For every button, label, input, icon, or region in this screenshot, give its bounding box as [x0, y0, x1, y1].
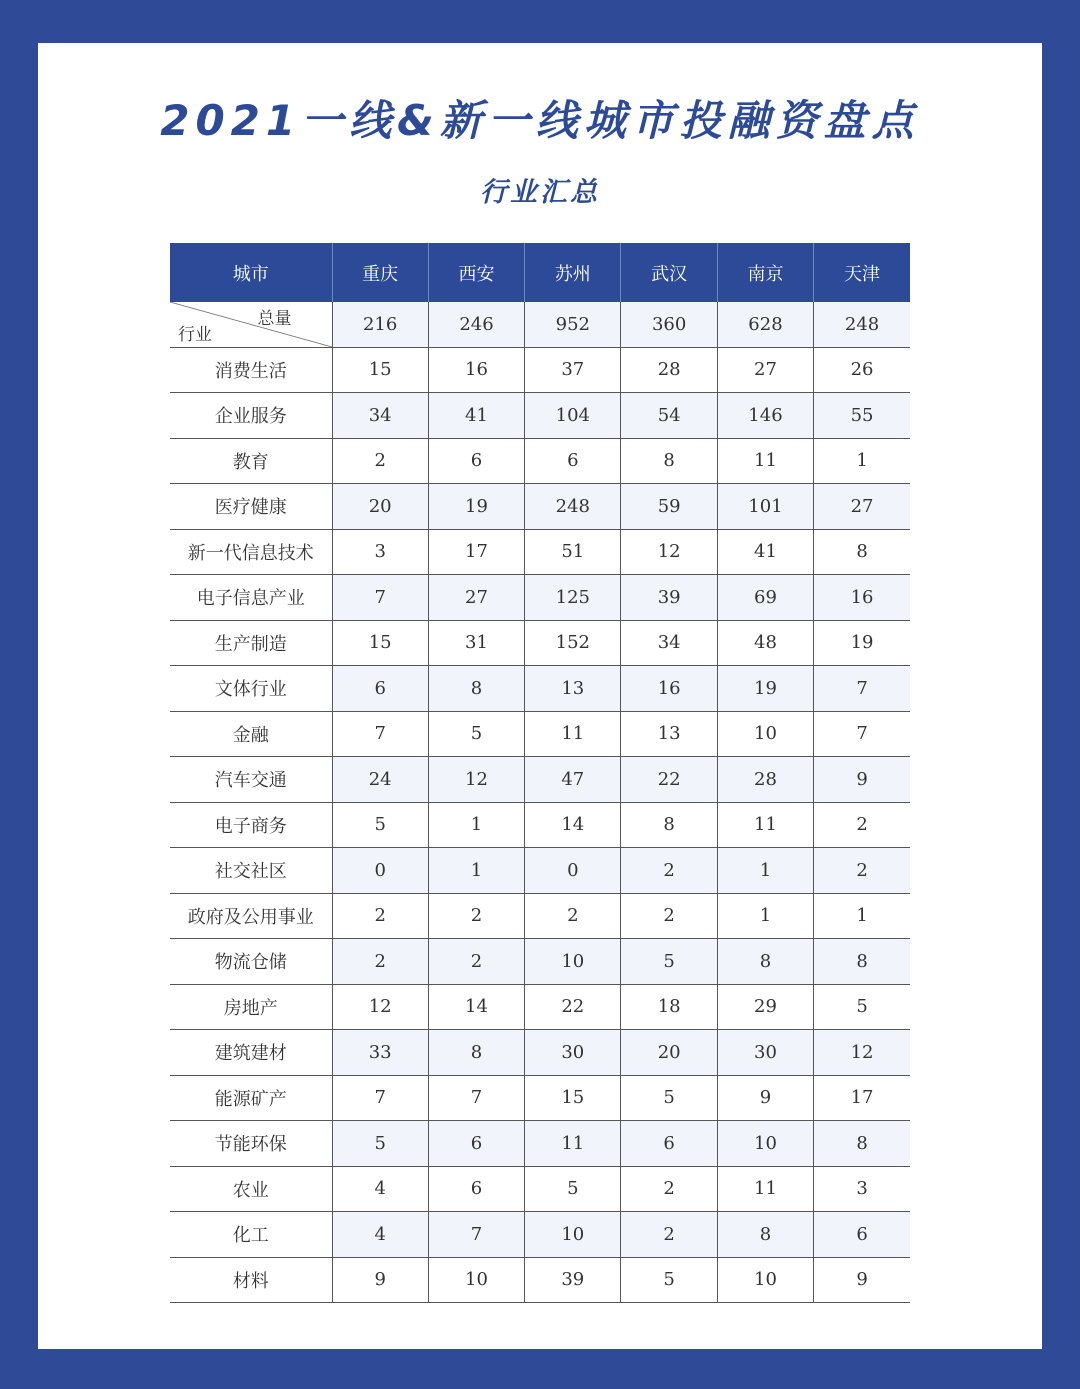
industry-label: 企业服务 — [170, 393, 332, 439]
value-cell: 15 — [332, 347, 428, 393]
value-cell: 26 — [814, 347, 910, 393]
value-cell: 10 — [428, 1257, 524, 1303]
diagonal-header-cell — [170, 302, 332, 347]
value-cell: 2 — [428, 939, 524, 985]
industry-label: 金融 — [170, 711, 332, 757]
totals-row — [170, 302, 910, 347]
value-cell: 2 — [621, 1212, 717, 1258]
value-cell: 3 — [814, 1166, 910, 1212]
value-cell: 20 — [332, 484, 428, 530]
value-cell: 28 — [621, 347, 717, 393]
value-cell: 31 — [428, 620, 524, 666]
value-cell: 22 — [525, 984, 621, 1030]
table-row — [170, 984, 910, 1030]
value-cell: 41 — [428, 393, 524, 439]
industry-label: 电子信息产业 — [170, 575, 332, 621]
value-cell: 101 — [717, 484, 813, 530]
value-cell: 5 — [525, 1166, 621, 1212]
total-cell: 246 — [428, 302, 524, 347]
table-row — [170, 1075, 910, 1121]
value-cell: 39 — [525, 1257, 621, 1303]
industry-label: 能源矿产 — [170, 1075, 332, 1121]
industry-label: 材料 — [170, 1257, 332, 1303]
industry-label: 化工 — [170, 1212, 332, 1258]
value-cell: 34 — [621, 620, 717, 666]
value-cell: 1 — [717, 893, 813, 939]
value-cell: 8 — [814, 529, 910, 575]
table-row — [170, 711, 910, 757]
value-cell: 17 — [814, 1075, 910, 1121]
value-cell: 2 — [814, 848, 910, 894]
table-row — [170, 848, 910, 894]
value-cell: 54 — [621, 393, 717, 439]
value-cell: 5 — [621, 939, 717, 985]
value-cell: 5 — [332, 802, 428, 848]
value-cell: 5 — [621, 1257, 717, 1303]
value-cell: 10 — [717, 1257, 813, 1303]
value-cell: 0 — [525, 848, 621, 894]
table-row — [170, 393, 910, 439]
table-row — [170, 666, 910, 712]
industry-label: 电子商务 — [170, 802, 332, 848]
table-row — [170, 757, 910, 803]
value-cell: 11 — [717, 1166, 813, 1212]
value-cell: 24 — [332, 757, 428, 803]
value-cell: 8 — [814, 1121, 910, 1167]
industry-label: 生产制造 — [170, 620, 332, 666]
value-cell: 8 — [621, 802, 717, 848]
value-cell: 13 — [525, 666, 621, 712]
value-cell: 7 — [332, 1075, 428, 1121]
value-cell: 15 — [332, 620, 428, 666]
value-cell: 4 — [332, 1212, 428, 1258]
table-row — [170, 347, 910, 393]
value-cell: 30 — [525, 1030, 621, 1076]
table-row — [170, 484, 910, 530]
table-row — [170, 620, 910, 666]
value-cell: 8 — [621, 438, 717, 484]
value-cell: 15 — [525, 1075, 621, 1121]
table-row — [170, 1212, 910, 1258]
value-cell: 10 — [525, 939, 621, 985]
value-cell: 2 — [525, 893, 621, 939]
value-cell: 11 — [717, 438, 813, 484]
value-cell: 6 — [621, 1121, 717, 1167]
value-cell: 9 — [332, 1257, 428, 1303]
industry-label: 医疗健康 — [170, 484, 332, 530]
value-cell: 5 — [428, 711, 524, 757]
industry-label: 社交社区 — [170, 848, 332, 894]
industry-label: 新一代信息技术 — [170, 529, 332, 575]
value-cell: 11 — [525, 1121, 621, 1167]
value-cell: 2 — [332, 939, 428, 985]
industry-summary-table — [170, 243, 910, 1303]
table-row — [170, 893, 910, 939]
header-city: 南京 — [717, 243, 813, 302]
value-cell: 7 — [332, 711, 428, 757]
header-city-label: 城市 — [170, 243, 332, 302]
value-cell: 11 — [717, 802, 813, 848]
page-title: 2021一线&新一线城市投融资盘点 — [160, 96, 920, 145]
industry-label: 物流仓储 — [170, 939, 332, 985]
table-row — [170, 529, 910, 575]
value-cell: 34 — [332, 393, 428, 439]
value-cell: 14 — [525, 802, 621, 848]
value-cell: 2 — [332, 438, 428, 484]
value-cell: 37 — [525, 347, 621, 393]
value-cell: 51 — [525, 529, 621, 575]
value-cell: 8 — [717, 1212, 813, 1258]
value-cell: 8 — [428, 1030, 524, 1076]
table-row — [170, 939, 910, 985]
header-row — [170, 243, 910, 302]
value-cell: 27 — [717, 347, 813, 393]
value-cell: 27 — [814, 484, 910, 530]
value-cell: 16 — [814, 575, 910, 621]
value-cell: 6 — [332, 666, 428, 712]
value-cell: 19 — [814, 620, 910, 666]
value-cell: 12 — [332, 984, 428, 1030]
industry-label: 房地产 — [170, 984, 332, 1030]
value-cell: 146 — [717, 393, 813, 439]
value-cell: 17 — [428, 529, 524, 575]
value-cell: 69 — [717, 575, 813, 621]
value-cell: 5 — [621, 1075, 717, 1121]
value-cell: 19 — [428, 484, 524, 530]
industry-label: 汽车交通 — [170, 757, 332, 803]
header-city: 苏州 — [525, 243, 621, 302]
value-cell: 5 — [332, 1121, 428, 1167]
industry-label: 教育 — [170, 438, 332, 484]
value-cell: 9 — [814, 1257, 910, 1303]
value-cell: 59 — [621, 484, 717, 530]
value-cell: 6 — [428, 1121, 524, 1167]
value-cell: 39 — [621, 575, 717, 621]
total-cell: 248 — [814, 302, 910, 347]
value-cell: 7 — [332, 575, 428, 621]
value-cell: 47 — [525, 757, 621, 803]
value-cell: 3 — [332, 529, 428, 575]
value-cell: 30 — [717, 1030, 813, 1076]
header-city: 西安 — [428, 243, 524, 302]
value-cell: 13 — [621, 711, 717, 757]
value-cell: 11 — [525, 711, 621, 757]
total-cell: 952 — [525, 302, 621, 347]
value-cell: 0 — [332, 848, 428, 894]
value-cell: 2 — [621, 893, 717, 939]
value-cell: 248 — [525, 484, 621, 530]
value-cell: 16 — [621, 666, 717, 712]
value-cell: 7 — [428, 1212, 524, 1258]
value-cell: 7 — [814, 666, 910, 712]
value-cell: 152 — [525, 620, 621, 666]
value-cell: 1 — [428, 848, 524, 894]
value-cell: 1 — [717, 848, 813, 894]
header-city: 重庆 — [332, 243, 428, 302]
value-cell: 125 — [525, 575, 621, 621]
value-cell: 2 — [428, 893, 524, 939]
value-cell: 41 — [717, 529, 813, 575]
value-cell: 20 — [621, 1030, 717, 1076]
value-cell: 6 — [428, 1166, 524, 1212]
value-cell: 1 — [814, 438, 910, 484]
value-cell: 10 — [525, 1212, 621, 1258]
value-cell: 5 — [814, 984, 910, 1030]
value-cell: 2 — [332, 893, 428, 939]
value-cell: 12 — [814, 1030, 910, 1076]
value-cell: 6 — [525, 438, 621, 484]
header-city: 天津 — [814, 243, 910, 302]
value-cell: 8 — [814, 939, 910, 985]
table-row — [170, 438, 910, 484]
diag-industry-label: 行业 — [178, 324, 212, 345]
value-cell: 9 — [814, 757, 910, 803]
value-cell: 10 — [717, 711, 813, 757]
value-cell: 4 — [332, 1166, 428, 1212]
industry-label: 节能环保 — [170, 1121, 332, 1167]
value-cell: 2 — [621, 848, 717, 894]
industry-label: 建筑建材 — [170, 1030, 332, 1076]
value-cell: 16 — [428, 347, 524, 393]
value-cell: 28 — [717, 757, 813, 803]
value-cell: 1 — [428, 802, 524, 848]
value-cell: 18 — [621, 984, 717, 1030]
value-cell: 14 — [428, 984, 524, 1030]
total-cell: 628 — [717, 302, 813, 347]
value-cell: 1 — [814, 893, 910, 939]
value-cell: 19 — [717, 666, 813, 712]
table-row — [170, 575, 910, 621]
table-row — [170, 1121, 910, 1167]
value-cell: 10 — [717, 1121, 813, 1167]
industry-label: 农业 — [170, 1166, 332, 1212]
value-cell: 48 — [717, 620, 813, 666]
value-cell: 2 — [814, 802, 910, 848]
value-cell: 9 — [717, 1075, 813, 1121]
value-cell: 8 — [717, 939, 813, 985]
industry-label: 文体行业 — [170, 666, 332, 712]
value-cell: 33 — [332, 1030, 428, 1076]
diag-total-label: 总量 — [257, 309, 292, 329]
value-cell: 27 — [428, 575, 524, 621]
value-cell: 12 — [621, 529, 717, 575]
total-cell: 360 — [621, 302, 717, 347]
total-cell: 216 — [332, 302, 428, 347]
value-cell: 8 — [428, 666, 524, 712]
industry-label: 政府及公用事业 — [170, 893, 332, 939]
industry-label: 消费生活 — [170, 347, 332, 393]
value-cell: 7 — [428, 1075, 524, 1121]
value-cell: 7 — [814, 711, 910, 757]
value-cell: 22 — [621, 757, 717, 803]
value-cell: 104 — [525, 393, 621, 439]
value-cell: 6 — [428, 438, 524, 484]
value-cell: 12 — [428, 757, 524, 803]
page-subtitle: 行业汇总 — [480, 177, 600, 208]
table-row — [170, 1166, 910, 1212]
value-cell: 55 — [814, 393, 910, 439]
table-row — [170, 1030, 910, 1076]
header-city: 武汉 — [621, 243, 717, 302]
table-row — [170, 802, 910, 848]
table-row — [170, 1257, 910, 1303]
value-cell: 2 — [621, 1166, 717, 1212]
value-cell: 29 — [717, 984, 813, 1030]
value-cell: 6 — [814, 1212, 910, 1258]
